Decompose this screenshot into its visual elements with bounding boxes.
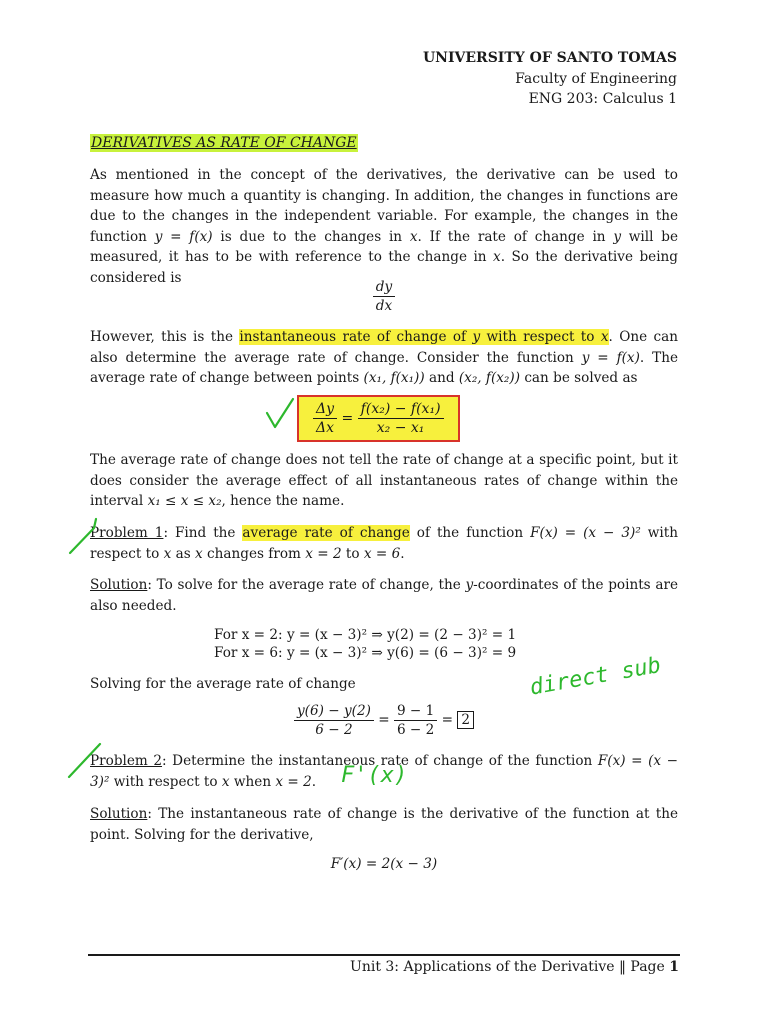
problem-1-tick-icon (66, 516, 100, 556)
page-number: 1 (669, 959, 679, 975)
average-rate-paragraph: However, this is the instantaneous rate of change of y with respect to x. One can also determine the average rate of change. Consider the function y = f(x). The average rate of change between points (x₁, f(x₁)) and (x₂, f(x₂)) can be solved as (90, 329, 678, 386)
problem-1: Problem 1: Find the average rate of change of the function F(x) = (x − 3)² with respect to x as x changes from x = 2 to x = 6. (90, 525, 678, 562)
problem-2: Problem 2: Determine the instantaneous rate of change of the function F(x) = (x − 3)² with respect to x when x = 2. (90, 753, 679, 790)
solving-average-label: Solving for the average rate of change (90, 676, 356, 692)
solution-1: Solution: To solve for the average rate of change, the y-coordinates of the points are also needed. (90, 577, 678, 614)
equation-x2: For x = 2: y = (x − 3)² ⇒ y(2) = (2 − 3)² = 1 (214, 627, 517, 643)
average-rate-computation: $\frac{y(6) - y(2)}{6 - 2}$ = $\frac{9 - 1}{6 - 2}$ = 2 (90, 703, 678, 738)
intro-paragraph: As mentioned in the concept of the derivatives, the derivative can be used to measure how much a quantity is changing. In addition, the changes in functions are due to the changes in the independent variable. For example, the changes in the function y = f(x) is due to the changes in x. If the rate of change in y will be measured, it has to be with reference to the change in x. So the derivative being considered is (90, 167, 679, 286)
handwritten-note-fprime: F'(x) (341, 763, 408, 788)
page-footer: Unit 3: Applications of the Derivative ‖ Page 1 (350, 959, 679, 975)
university-name: UNIVERSITY OF SANTO TOMAS (422, 50, 677, 66)
solution-1-equations (214, 626, 516, 662)
derivative-notation: $\frac{dy}{dx}$ (90, 279, 678, 314)
interval-paragraph: The average rate of change does not tell the rate of change at a specific point, but it does consider the average effect of all instantaneous rates of change within the interval x₁ ≤ x ≤ x₂, hence the name. (90, 452, 678, 509)
average-rate-formula: $\frac{\Delta y}{\Delta x}$ = $\frac{\text{f(x₂) − f(x₁)}}{\text{x₂ − x₁}}$ (297, 395, 460, 442)
equation-x6: For x = 6: y = (x − 3)² ⇒ y(6) = (6 − 3)² = 9 (214, 645, 517, 661)
faculty-name: Faculty of Engineering (515, 70, 677, 87)
derivative-result: F′(x) = 2(x − 3) (330, 856, 438, 872)
solution-2: Solution: The instantaneous rate of change is the derivative of the function at the point. Solving for the derivative, (90, 806, 678, 843)
problem-2-tick-icon (66, 740, 106, 780)
handwritten-note-direct-sub: direct sub (528, 652, 663, 701)
footer-divider (88, 954, 680, 956)
document-header (423, 48, 677, 110)
course-name: ENG 203: Calculus 1 (528, 91, 677, 107)
checkmark-icon (265, 397, 295, 431)
section-title: DERIVATIVES AS RATE OF CHANGE (91, 135, 357, 151)
answer-box: 2 (457, 711, 474, 729)
